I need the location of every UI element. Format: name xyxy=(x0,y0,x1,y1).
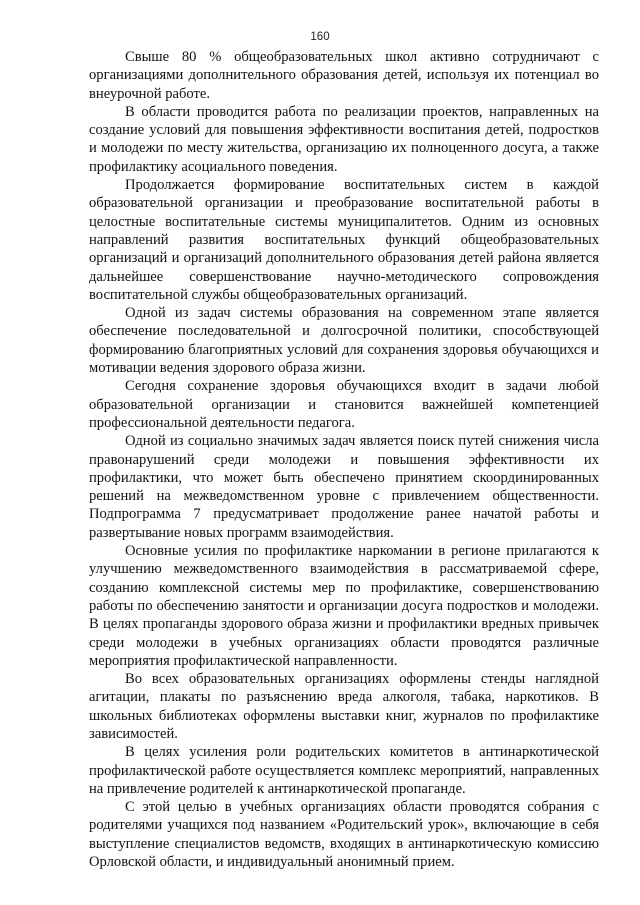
paragraph: Одной из социально значимых задач является поиск путей снижения числа правонарушений среди молодежи и повышения эффективности их профилактики, что может быть обеспечено принятием скоординированных решений на межведомственном уровне с привлечением общественности. Подпрограмма 7 предусматривает продолжение ранее начатой работы и развертывание новых программ взаимодействия. xyxy=(89,433,599,541)
paragraph: В области проводится работа по реализации проектов, направленных на создание условий для повышения эффективности воспитания детей, подростков и молодежи по месту жительства, организацию их полноценного досуга, а также профилактику асоциального поведения. xyxy=(89,103,599,175)
page-number: 160 xyxy=(310,31,330,43)
body-text xyxy=(89,48,599,871)
paragraph: Основные усилия по профилактике наркомании в регионе прилагаются к улучшению межведомственного взаимодействия в рассматриваемой сфере, созданию комплексной системы мер по профилактике, совершенствованию работы по обеспечению занятости и организации досуга подростков и молодежи. В целях пропаганды здорового образа жизни и профилактики вредных привычек среди молодежи в учебных организациях области проводятся различные мероприятия профилактической направленности. xyxy=(89,543,599,669)
paragraph: Свыше 80 % общеобразовательных школ активно сотрудничают с организациями дополнительного образования детей, используя их потенциал во внеурочной работе. xyxy=(89,49,599,102)
paragraph: Во всех образовательных организациях оформлены стенды наглядной агитации, плакаты по разъяснению вреда алкоголя, табака, наркотиков. В школьных библиотеках оформлены выставки книг, журналов по профилактике зависимостей. xyxy=(89,671,599,742)
paragraph: В целях усиления роли родительских комитетов в антинаркотической профилактической работе осуществляется комплекс мероприятий, направленных на привлечение родителей к антинаркотической пропаганде. xyxy=(89,744,599,797)
paragraph: С этой целью в учебных организациях области проводятся собрания с родителями учащихся под названием «Родительский урок», включающие в себя выступление специалистов ведомств, входящих в антинаркотическую комиссию Орловской области, и индивидуальный анонимный прием. xyxy=(89,799,599,871)
paragraph: Сегодня сохранение здоровья обучающихся входит в задачи любой образовательной организации и становится важнейшей компетенцией профессиональной деятельности педагога. xyxy=(89,378,599,431)
paragraph: Одной из задач системы образования на современном этапе является обеспечение последовательной и долгосрочной политики, способствующей формированию благоприятных условий для сохранения здоровья обучающихся и мотивации ведения здорового образа жизни. xyxy=(89,305,599,377)
paragraph: Продолжается формирование воспитательных систем в каждой образовательной организации и преобразование воспитательной работы в целостные воспитательные системы муниципалитетов. Одним из основных направлений развития воспитательных функций общеобразовательных организаций и организаций дополнительного образования детей района является дальнейшее совершенствование научно-методического сопровождения воспитательной службы общеобразовательных организаций. xyxy=(89,177,599,303)
